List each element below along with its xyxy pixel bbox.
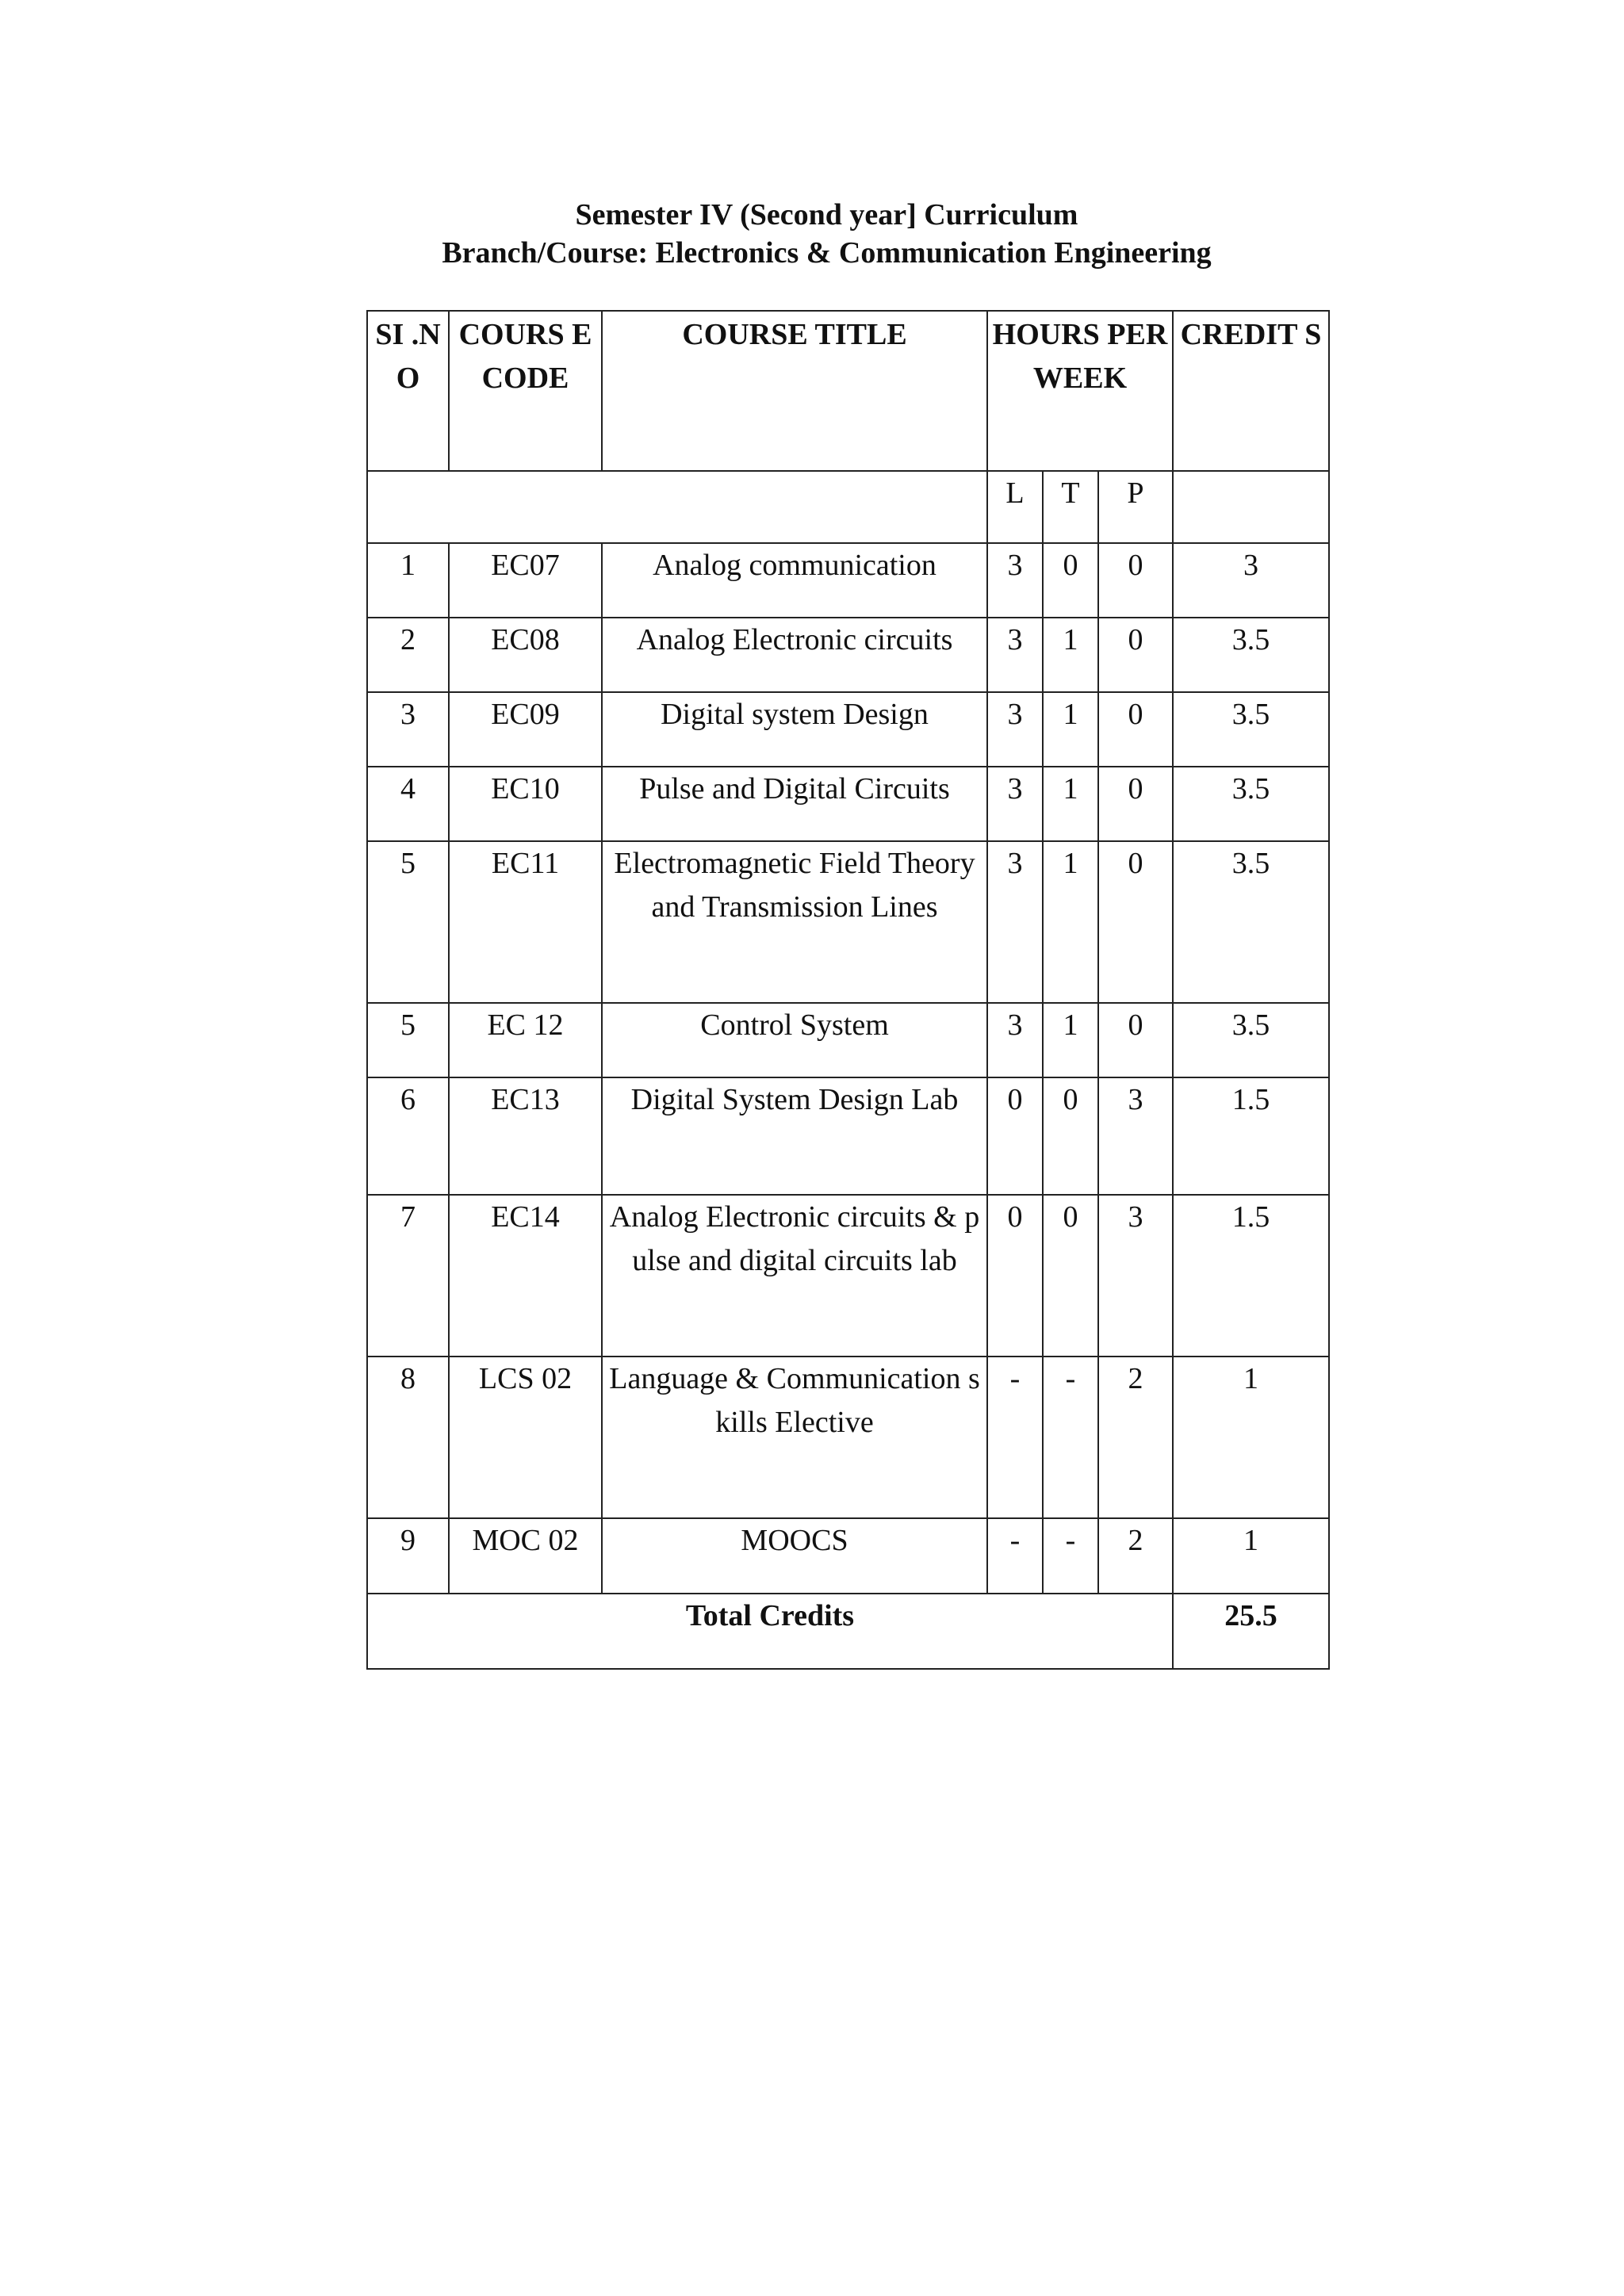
row-tutorial-hours: - [1043,1518,1098,1594]
row-lecture-hours: - [987,1518,1043,1594]
row-course-title: Language & Communication skills Elective [602,1357,987,1518]
row-course-code: EC10 [449,767,602,841]
row-lecture-hours: 0 [987,1195,1043,1357]
table-row [367,1357,1329,1518]
row-tutorial-hours: 1 [1043,618,1098,692]
row-lecture-hours: - [987,1357,1043,1518]
header-tutorial: T [1043,471,1098,543]
row-sno: 5 [367,1003,449,1077]
document-title: Semester IV (Second year] Curriculum [575,198,1078,232]
row-course-title: Electromagnetic Field Theory and Transmission Lines [602,841,987,1003]
header-sno: SI .N O [367,311,449,471]
curriculum-table [366,310,1330,1670]
table-row [367,618,1329,692]
row-course-title: Analog communication [602,543,987,618]
row-course-code: EC14 [449,1195,602,1357]
row-tutorial-hours: 1 [1043,692,1098,767]
row-lecture-hours: 3 [987,1003,1043,1077]
row-practical-hours: 3 [1098,1077,1173,1195]
ltp-subheader-row [367,471,1329,543]
row-credits: 3.5 [1173,841,1329,1003]
row-practical-hours: 0 [1098,543,1173,618]
row-practical-hours: 0 [1098,618,1173,692]
row-course-code: EC09 [449,692,602,767]
row-lecture-hours: 3 [987,767,1043,841]
row-course-code: EC13 [449,1077,602,1195]
header-hours-per-week: HOURS PER WEEK [987,311,1173,471]
row-sno: 5 [367,841,449,1003]
row-tutorial-hours: 1 [1043,841,1098,1003]
row-credits: 1.5 [1173,1077,1329,1195]
table-row [367,543,1329,618]
row-sno: 4 [367,767,449,841]
row-practical-hours: 0 [1098,767,1173,841]
row-course-code: LCS 02 [449,1357,602,1518]
row-lecture-hours: 3 [987,692,1043,767]
row-tutorial-hours: - [1043,1357,1098,1518]
row-course-title: Pulse and Digital Circuits [602,767,987,841]
row-tutorial-hours: 0 [1043,1077,1098,1195]
header-course-code: COURS E CODE [449,311,602,471]
row-course-title: Analog Electronic circuits [602,618,987,692]
row-course-code: EC11 [449,841,602,1003]
row-credits: 1 [1173,1357,1329,1518]
row-credits: 1 [1173,1518,1329,1594]
table-row [367,767,1329,841]
table-row [367,1003,1329,1077]
row-course-title: Analog Electronic circuits & pulse and digital circuits lab [602,1195,987,1357]
row-course-code: EC08 [449,618,602,692]
row-course-code: EC07 [449,543,602,618]
row-sno: 7 [367,1195,449,1357]
total-credits-value: 25.5 [1173,1594,1329,1669]
total-credits-label: Total Credits [367,1594,1173,1669]
header-credits: CREDIT S [1173,311,1329,471]
row-lecture-hours: 3 [987,841,1043,1003]
total-row [367,1594,1329,1669]
header-row [367,311,1329,471]
row-credits: 3 [1173,543,1329,618]
credits-spacer [1173,471,1329,543]
row-tutorial-hours: 1 [1043,1003,1098,1077]
table-row [367,1518,1329,1594]
row-practical-hours: 3 [1098,1195,1173,1357]
table-row [367,1077,1329,1195]
table-row [367,1195,1329,1357]
course-rows [367,543,1329,1594]
row-tutorial-hours: 1 [1043,767,1098,841]
table-row [367,692,1329,767]
row-course-title: Digital System Design Lab [602,1077,987,1195]
row-sno: 1 [367,543,449,618]
row-course-code: EC 12 [449,1003,602,1077]
row-course-code: MOC 02 [449,1518,602,1594]
row-credits: 3.5 [1173,1003,1329,1077]
header-practical: P [1098,471,1173,543]
row-credits: 1.5 [1173,1195,1329,1357]
row-course-title: MOOCS [602,1518,987,1594]
row-practical-hours: 0 [1098,841,1173,1003]
row-practical-hours: 0 [1098,692,1173,767]
row-lecture-hours: 3 [987,618,1043,692]
row-practical-hours: 0 [1098,1003,1173,1077]
row-course-title: Digital system Design [602,692,987,767]
header-course-title: COURSE TITLE [602,311,987,471]
row-tutorial-hours: 0 [1043,543,1098,618]
document-subtitle: Branch/Course: Electronics & Communication Engineering [442,236,1212,270]
row-lecture-hours: 0 [987,1077,1043,1195]
row-sno: 9 [367,1518,449,1594]
row-practical-hours: 2 [1098,1357,1173,1518]
row-tutorial-hours: 0 [1043,1195,1098,1357]
row-course-title: Control System [602,1003,987,1077]
row-sno: 2 [367,618,449,692]
row-credits: 3.5 [1173,618,1329,692]
table-row [367,841,1329,1003]
row-sno: 6 [367,1077,449,1195]
row-lecture-hours: 3 [987,543,1043,618]
row-credits: 3.5 [1173,692,1329,767]
row-credits: 3.5 [1173,767,1329,841]
header-lecture: L [987,471,1043,543]
row-practical-hours: 2 [1098,1518,1173,1594]
row-sno: 3 [367,692,449,767]
ltp-spacer [367,471,987,543]
row-sno: 8 [367,1357,449,1518]
